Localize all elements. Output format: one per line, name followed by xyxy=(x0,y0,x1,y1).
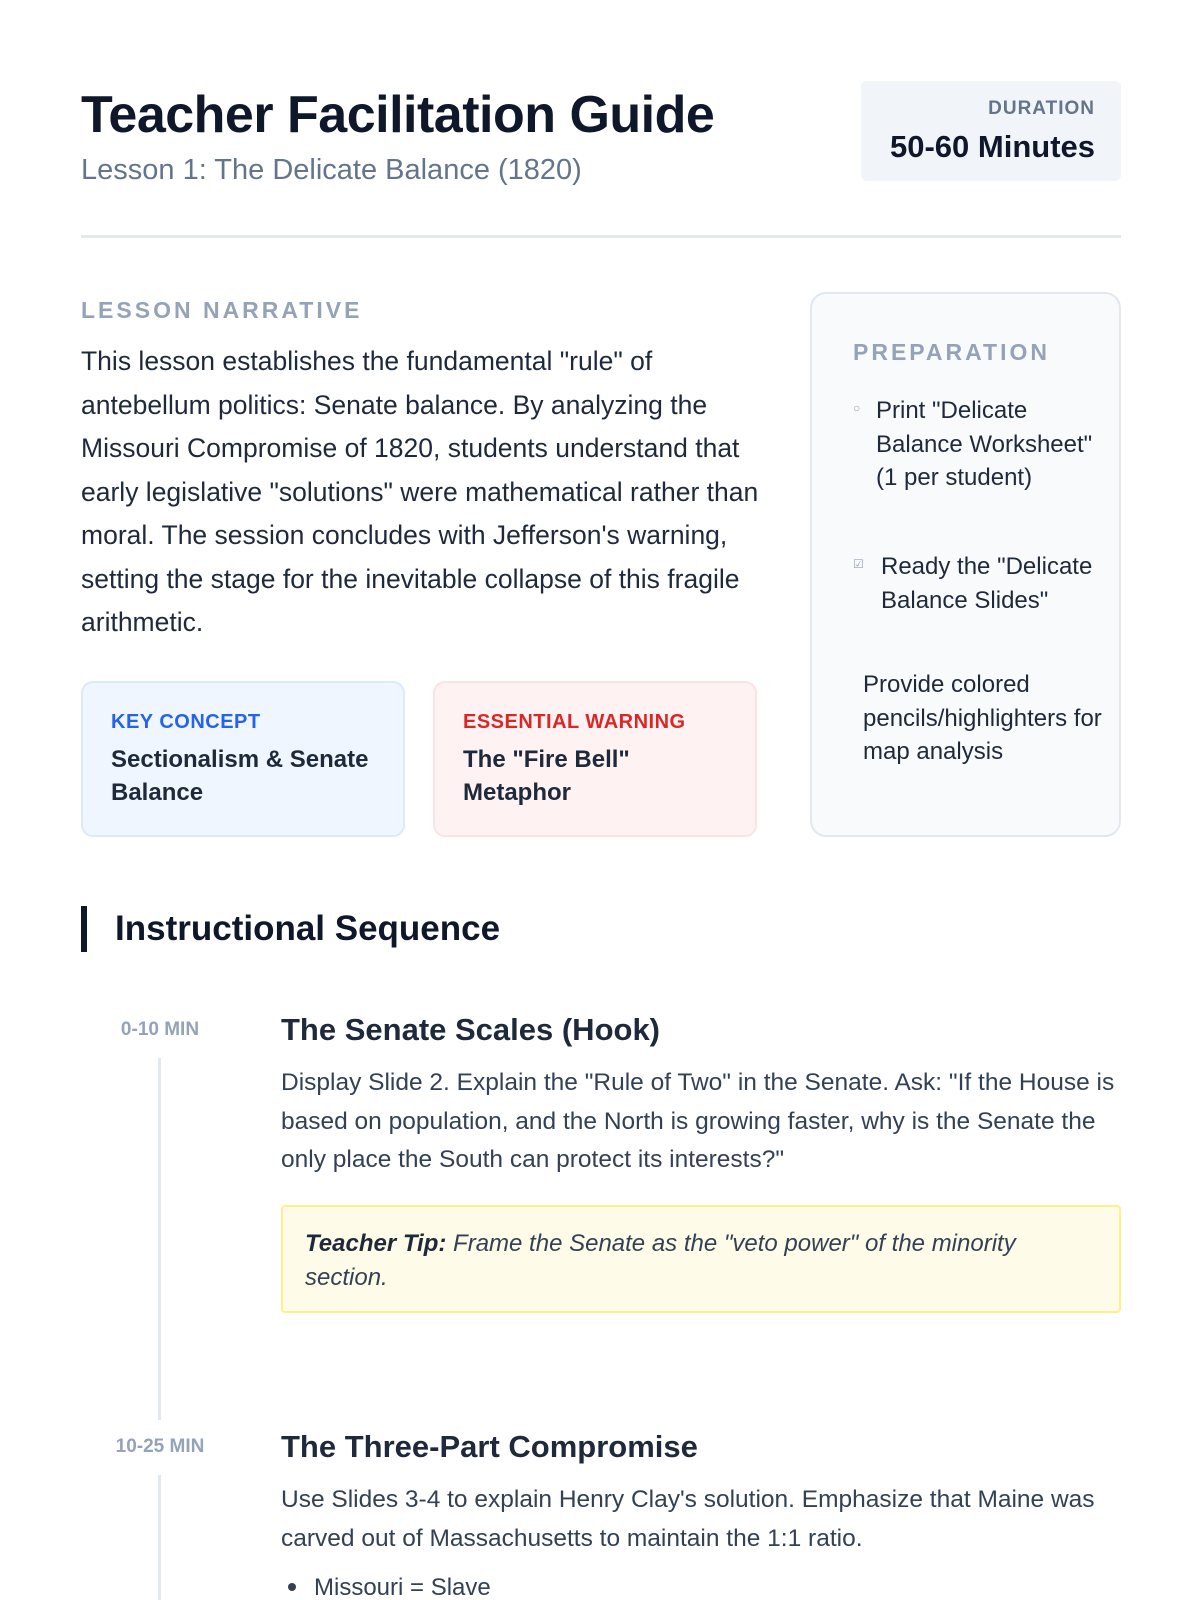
teacher-tip-label: Teacher Tip: xyxy=(305,1230,447,1257)
key-concept-label: KEY CONCEPT xyxy=(111,711,261,733)
essential-warning-card xyxy=(433,681,757,837)
page-title: Teacher Facilitation Guide xyxy=(81,86,715,144)
preparation-item-text: Provide colored pencils/highlighters for map analysis xyxy=(863,671,1102,765)
step-time-label: 10-25 MIN xyxy=(115,1436,205,1457)
guide-header xyxy=(81,84,1121,238)
preparation-item xyxy=(853,394,1103,495)
list-item-text: Missouri = Slave xyxy=(314,1574,491,1600)
step-time-label: 0-10 MIN xyxy=(120,1019,200,1040)
timeline-line xyxy=(158,1475,161,1600)
list-item xyxy=(288,1572,491,1600)
step-title: The Senate Scales (Hook) xyxy=(281,1012,661,1047)
duration-label: DURATION xyxy=(988,98,1095,119)
narrative-text: This lesson establishes the fundamental "rule" of antebellum politics: Senate balance. By analyzing the Missouri Compromise of 1820, students understand that early legislative "solutions" were mathematical rather than moral. The session concludes with Jefferson's warning, setting the stage for the inevitable collapse of this fragile arithmetic. xyxy=(81,346,759,637)
essential-warning-value: The "Fire Bell" Metaphor xyxy=(463,746,630,806)
essential-warning-label: ESSENTIAL WARNING xyxy=(463,711,686,733)
checkbox-icon: ☑ xyxy=(853,557,864,571)
preparation-panel xyxy=(810,292,1121,837)
step-body: Use Slides 3-4 to explain Henry Clay's solution. Emphasize that Maine was carved out of Massachusetts to maintain the 1:1 ratio. xyxy=(281,1486,1095,1552)
key-concept-card xyxy=(81,681,405,837)
preparation-item xyxy=(863,668,1103,769)
timeline-line xyxy=(158,1058,161,1420)
preparation-item-text: Ready the "Delicate Balance Slides" xyxy=(881,553,1093,614)
circle-bullet-icon: ○ xyxy=(853,401,861,415)
instructional-sequence-heading: Instructional Sequence xyxy=(81,906,500,952)
narrative-label: LESSON NARRATIVE xyxy=(81,297,363,323)
step-body: Display Slide 2. Explain the "Rule of Two" in the Senate. Ask: "If the House is based on population, and the North is growing faster, why is the Senate the only place the South can protect its interests?" xyxy=(281,1069,1115,1173)
lesson-subtitle: Lesson 1: The Delicate Balance (1820) xyxy=(81,154,582,186)
preparation-label: PREPARATION xyxy=(853,339,1050,365)
step-title: The Three-Part Compromise xyxy=(281,1429,698,1464)
preparation-item xyxy=(853,550,1103,617)
bullet-icon xyxy=(288,1583,296,1591)
preparation-item-text: Print "Delicate Balance Worksheet" (1 per student) xyxy=(876,397,1093,491)
key-concept-value: Sectionalism & Senate Balance xyxy=(111,746,369,806)
teacher-tip xyxy=(281,1205,1121,1313)
duration-value: 50-60 Minutes xyxy=(889,129,1095,164)
duration-box xyxy=(861,81,1121,181)
teacher-tip-text: Frame the Senate as the "veto power" of the minority section. xyxy=(305,1230,1016,1291)
